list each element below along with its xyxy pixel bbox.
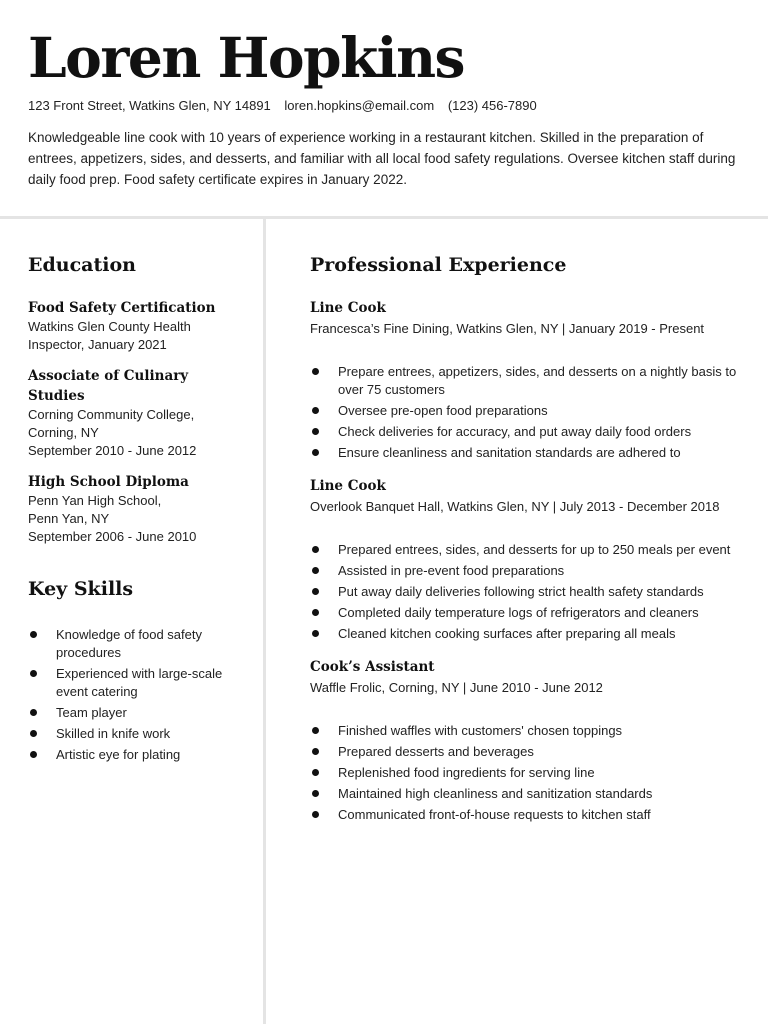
summary-text: Knowledgeable line cook with 10 years of experience working in a restaurant kitchen. Skilled in the preparation of entrees, appetizers, sides, and desserts, and familiar with all local food safety regulations. Oversee kitchen staff during daily food prep. Food safety certificate expires in January 2022. xyxy=(28,130,736,187)
job-bullet: Ensure cleanliness and sanitation standards are adhered to xyxy=(310,444,740,462)
education-line: September 2006 - June 2010 xyxy=(28,529,197,544)
job-title: Line Cook xyxy=(310,478,386,494)
job-bullet: Check deliveries for accuracy, and put away daily food orders xyxy=(310,423,740,441)
job-bullet: Prepared entrees, sides, and desserts for up to 250 meals per event xyxy=(310,541,740,559)
left-column xyxy=(28,252,248,767)
phone-text: (123) 456-7890 xyxy=(447,98,537,113)
job-bullets xyxy=(310,541,740,643)
vertical-divider xyxy=(263,219,266,1024)
education-line: Watkins Glen County Health xyxy=(28,319,191,334)
job-bullet: Finished waffles with customers' chosen toppings xyxy=(310,722,740,740)
email-text: loren.hopkins@email.com xyxy=(284,98,435,113)
job-bullet: Put away daily deliveries following strict health safety standards xyxy=(310,583,740,601)
education-line: Penn Yan High School, xyxy=(28,493,162,508)
skills-list xyxy=(28,626,248,764)
education-line: Corning Community College, xyxy=(28,407,195,422)
experience-heading: Professional Experience xyxy=(310,254,567,276)
skill-item: Knowledge of food safety procedures xyxy=(28,626,248,662)
education-heading: Education xyxy=(28,254,136,276)
job-meta: Waffle Frolic, Corning, NY | June 2010 - June 2012 xyxy=(310,680,603,695)
job-title: Cook’s Assistant xyxy=(310,659,435,675)
job-bullets xyxy=(310,722,740,824)
education-title: Food Safety Certification xyxy=(28,300,216,316)
job-entry xyxy=(310,657,740,824)
skill-item: Artistic eye for plating xyxy=(28,746,248,764)
education-item xyxy=(28,472,248,546)
job-entry xyxy=(310,476,740,643)
contact-info xyxy=(28,97,547,115)
job-bullet: Cleaned kitchen cooking surfaces after preparing all meals xyxy=(310,625,740,643)
resume-name: Loren Hopkins xyxy=(28,25,465,90)
education-line: Inspector, January 2021 xyxy=(28,337,167,352)
education-item xyxy=(28,298,248,354)
education-title: Associate of Culinary Studies xyxy=(28,368,189,404)
skill-item: Skilled in knife work xyxy=(28,725,248,743)
job-bullet: Replenished food ingredients for serving line xyxy=(310,764,740,782)
right-column xyxy=(310,252,740,838)
job-bullet: Communicated front-of-house requests to kitchen staff xyxy=(310,806,740,824)
job-bullet: Completed daily temperature logs of refrigerators and cleaners xyxy=(310,604,740,622)
education-line: Corning, NY xyxy=(28,425,99,440)
horizontal-divider xyxy=(0,216,768,219)
job-entry xyxy=(310,298,740,462)
skill-item: Experienced with large-scale event catering xyxy=(28,665,248,701)
job-title: Line Cook xyxy=(310,300,386,316)
job-bullet: Prepared desserts and beverages xyxy=(310,743,740,761)
education-item xyxy=(28,366,248,460)
job-bullets xyxy=(310,363,740,462)
job-meta: Francesca’s Fine Dining, Watkins Glen, NY | January 2019 - Present xyxy=(310,321,705,336)
job-bullet: Assisted in pre-event food preparations xyxy=(310,562,740,580)
job-bullet: Prepare entrees, appetizers, sides, and desserts on a nightly basis to over 75 customers xyxy=(310,363,740,399)
skill-item: Team player xyxy=(28,704,248,722)
job-meta: Overlook Banquet Hall, Watkins Glen, NY | July 2013 - December 2018 xyxy=(310,499,720,514)
job-bullet: Oversee pre-open food preparations xyxy=(310,402,740,420)
education-line: September 2010 - June 2012 xyxy=(28,443,197,458)
education-title: High School Diploma xyxy=(28,474,189,490)
education-line: Penn Yan, NY xyxy=(28,511,110,526)
address-text: 123 Front Street, Watkins Glen, NY 14891 xyxy=(28,98,271,113)
skills-heading: Key Skills xyxy=(28,578,134,600)
job-bullet: Maintained high cleanliness and sanitization standards xyxy=(310,785,740,803)
